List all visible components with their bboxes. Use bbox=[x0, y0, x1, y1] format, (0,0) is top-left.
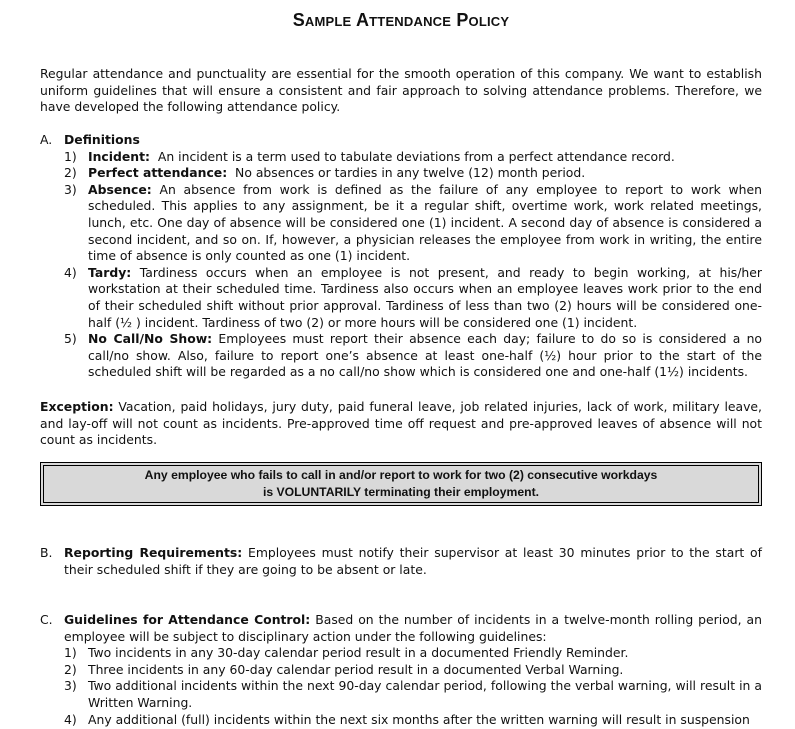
section-heading: Guidelines for Attendance Control: bbox=[64, 612, 311, 627]
section-reporting-requirements bbox=[40, 545, 762, 578]
item-description: An incident is a term used to tabulate deviations from a perfect attendance record. bbox=[150, 148, 675, 164]
item-description: Tardiness occurs when an employee is not present, and ready to begin working, at his/her workstation at their scheduled time. Tardiness also occurs when an employee leaves work prior to the end of their scheduled shift without prior approval. Tardiness of less than two (2) hours will be considered one-half (½ ) incident. Tardiness of two (2) or more hours will be considered one (1) incident. bbox=[88, 264, 762, 330]
list-item bbox=[64, 149, 762, 166]
section-heading: Reporting Requirements: bbox=[64, 545, 243, 560]
section-body bbox=[64, 612, 762, 645]
section-text: Employees must notify their supervisor at least 30 minutes prior to the start of their scheduled shift if they are going to be absent or late. bbox=[64, 545, 762, 577]
item-number: 4) bbox=[64, 264, 77, 280]
item-term: Tardy: bbox=[88, 264, 132, 280]
notice-line-2: is VOLUNTARILY terminating their employment. bbox=[262, 485, 540, 499]
list-item bbox=[64, 678, 762, 711]
item-number: 2) bbox=[64, 165, 77, 181]
item-number: 3) bbox=[64, 181, 77, 197]
item-text bbox=[88, 182, 762, 265]
list-item bbox=[64, 182, 762, 265]
item-number: 2) bbox=[64, 661, 77, 677]
exception-text: Vacation, paid holidays, jury duty, paid funeral leave, job related injuries, lack of work, military leave, and lay-off will not count as incidents. Pre-approved time off request and pre-approved leaves of absence will not count as incidents. bbox=[40, 399, 762, 448]
item-number: 4) bbox=[64, 711, 77, 727]
item-description: No absences or tardies in any twelve (12) month period. bbox=[227, 165, 586, 181]
item-number: 3) bbox=[64, 678, 77, 694]
item-term: No Call/No Show: bbox=[88, 331, 213, 347]
item-text: Any additional (full) incidents within the next six months after the written warning will result in suspension bbox=[88, 711, 750, 727]
item-number: 1) bbox=[64, 645, 77, 661]
list-item bbox=[64, 662, 762, 679]
section-body bbox=[64, 545, 762, 578]
list-item bbox=[64, 645, 762, 662]
item-description: An absence from work is defined as the failure of any employee to report to work when scheduled. This applies to any assignment, be it a regular shift, overtime work, work related meetings, lunch, etc. One day of absence will be considered one (1) incident. A second day of absence is considered a second incident, and so on. If, however, a physician releases the employee from work in writing, the entire time of absence is only counted as one (1) incident. bbox=[88, 181, 762, 264]
section-letter: C. bbox=[40, 612, 53, 627]
section-heading: Definitions bbox=[64, 132, 140, 147]
list-item bbox=[64, 331, 762, 381]
section-guidelines bbox=[40, 612, 762, 728]
item-text bbox=[88, 331, 762, 381]
item-text: Two additional incidents within the next 90-day calendar period, following the verbal warning, will result in a Written Warning. bbox=[88, 678, 762, 710]
exception-paragraph bbox=[40, 399, 762, 449]
definitions-list bbox=[40, 149, 762, 381]
item-description: Employees must report their absence each day; failure to do so is considered a no call/no show. Also, failure to report one’s absence at least one-half (½) hour prior to the start of the scheduled shift will be regarded as a no call/no show which is considered one and one-half (1½) incidents. bbox=[88, 331, 763, 380]
section-letter: B. bbox=[40, 545, 53, 560]
section-text: Based on the number of incidents in a twelve-month rolling period, an employee will be subject to disciplinary action under the following guidelines: bbox=[64, 612, 762, 644]
list-item bbox=[64, 712, 762, 729]
page-title: Sample Attendance Policy bbox=[292, 10, 510, 30]
item-text: Two incidents in any 30-day calendar period result in a documented Friendly Reminder. bbox=[88, 645, 629, 661]
item-term: Perfect attendance: bbox=[88, 165, 228, 181]
section-letter: A. bbox=[40, 132, 53, 147]
item-term: Absence: bbox=[88, 181, 152, 197]
intro-paragraph: Regular attendance and punctuality are essential for the smooth operation of this company. We want to establish uniform guidelines that will ensure a consistent and fair approach to solving attendance problems. Therefore, we have developed the following attendance policy. bbox=[40, 66, 762, 115]
guidelines-list bbox=[40, 645, 762, 728]
list-item bbox=[64, 265, 762, 331]
item-text bbox=[88, 149, 762, 166]
item-term: Incident: bbox=[88, 148, 150, 164]
item-text bbox=[88, 165, 762, 182]
list-item bbox=[64, 165, 762, 182]
item-number: 1) bbox=[64, 148, 77, 164]
item-text bbox=[88, 265, 762, 331]
section-definitions bbox=[40, 132, 762, 381]
notice-line-1: Any employee who fails to call in and/or report to work for two (2) consecutive workdays bbox=[144, 468, 658, 482]
item-number: 5) bbox=[64, 331, 77, 347]
item-text: Three incidents in any 60-day calendar period result in a documented Verbal Warning. bbox=[88, 661, 624, 677]
exception-label: Exception: bbox=[40, 399, 114, 414]
termination-notice-box bbox=[40, 462, 762, 506]
